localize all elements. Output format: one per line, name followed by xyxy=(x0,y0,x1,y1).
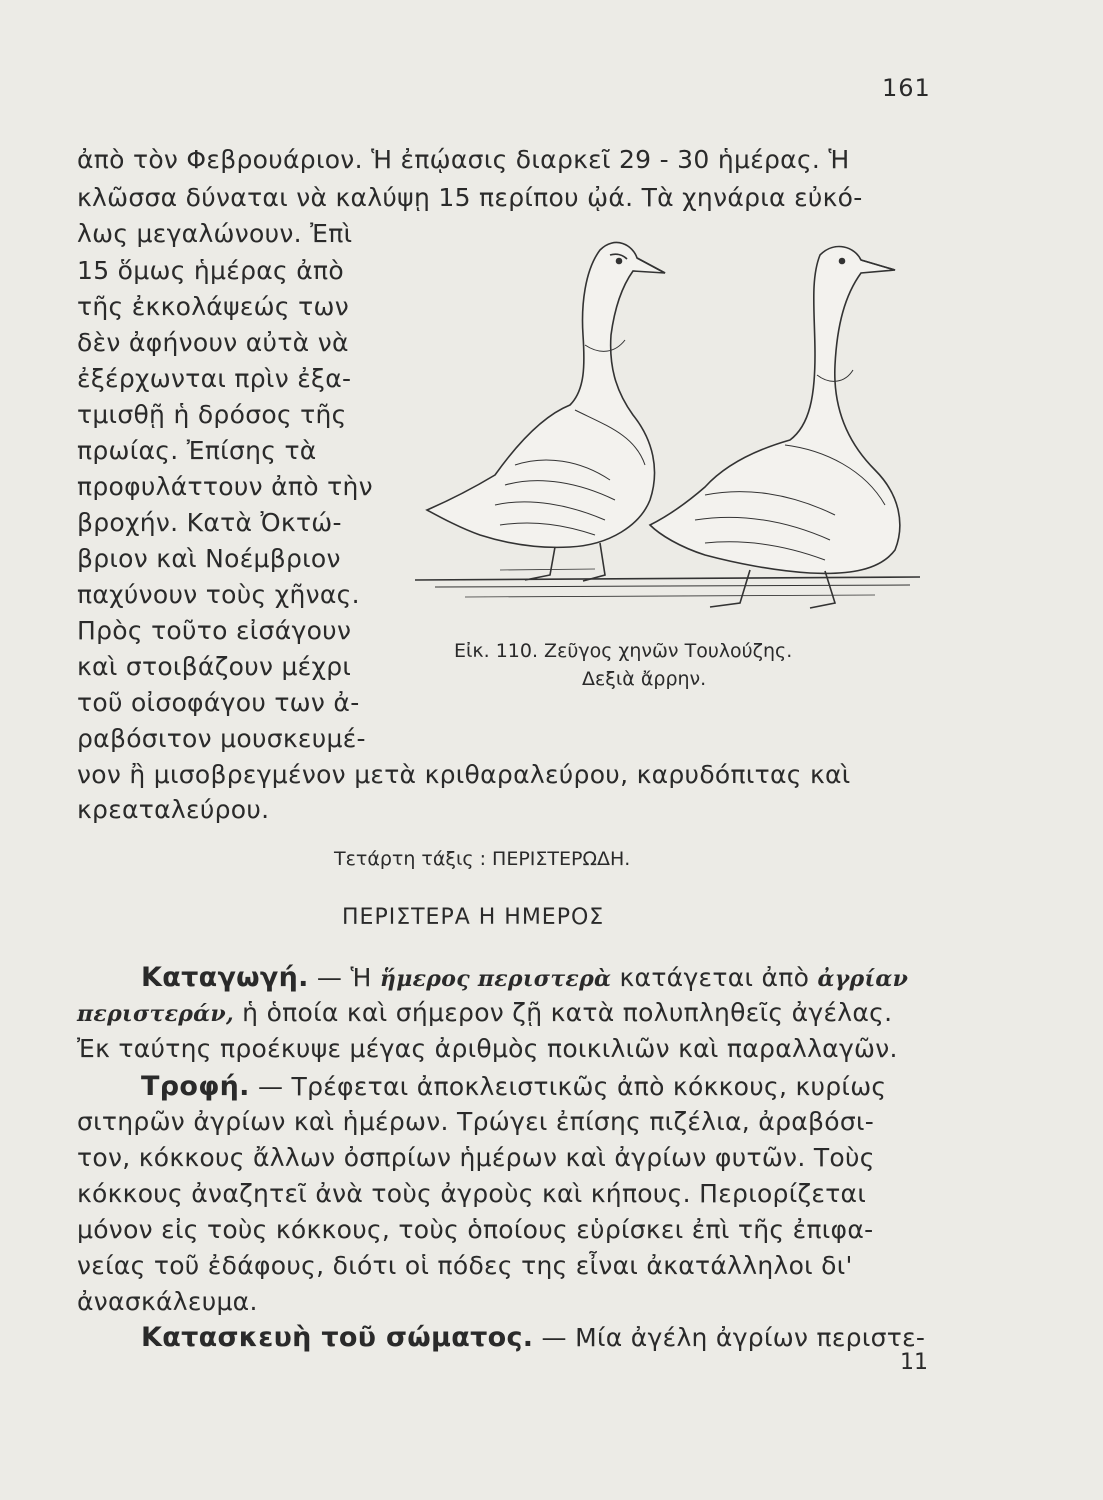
text-line: ἀπὸ τὸν Φεβρουάριον. Ἡ ἐπῴασις διαρκεῖ 29 - 30 ἡμέρας. Ἡ xyxy=(77,145,850,174)
food-line-7: ἀνασκάλευμα. xyxy=(77,1287,258,1316)
origin-rest: ἡ ὁποία καὶ σήμερον ζῇ κατὰ πολυπληθεῖς ἀγέλας. xyxy=(233,998,893,1027)
geese-illustration xyxy=(405,225,930,615)
origin-line-3: Ἐκ ταύτης προέκυψε μέγας ἀριθμὸς ποικιλιῶν καὶ παραλλαγῶν. xyxy=(77,1034,898,1063)
text-line: κλῶσσα δύναται νὰ καλύψῃ 15 περίπου ᾠά. Τὰ χηνάρια εὐκό- xyxy=(77,183,863,212)
text-line: τοῦ οἰσοφάγου των ἀ- xyxy=(77,688,360,717)
food-line-3: τον, κόκκους ἄλλων ὀσπρίων ἡμέρων καὶ ἀγρίων φυτῶν. Τοὺς xyxy=(77,1143,875,1172)
text-line: τῆς ἐκκολάψεώς των xyxy=(77,292,349,321)
text-line: πρωίας. Ἐπίσης τὰ xyxy=(77,436,317,465)
text-line: δὲν ἀφήνουν αὐτὰ νὰ xyxy=(77,328,349,357)
text-line: καὶ στοιβάζουν μέχρι xyxy=(77,652,352,681)
printer-signature: 11 xyxy=(900,1350,928,1375)
left-goose-drawing xyxy=(427,242,665,581)
text-line: ἐξέρχωνται πρὶν ἐξα- xyxy=(77,364,352,393)
origin-line-1 xyxy=(141,962,908,993)
origin-mid: κατάγεται ἀπὸ xyxy=(611,963,818,992)
food-line-4: κόκκους ἀναζητεῖ ἀνὰ τοὺς ἀγροὺς καὶ κήπους. Περιορίζεται xyxy=(77,1179,867,1208)
text-line: παχύνουν τοὺς χῆνας. xyxy=(77,580,360,609)
body-structure-label: Κατασκευὴ τοῦ σώματος. xyxy=(141,1322,534,1353)
ground-line xyxy=(415,577,920,580)
text-line: κρεαταλεύρου. xyxy=(77,795,270,824)
body-structure-line xyxy=(141,1322,925,1353)
origin-italic-3: περιστεράν, xyxy=(77,1001,234,1027)
origin-dash: — Ἡ xyxy=(308,963,380,992)
text-line: βριον καὶ Νοέμβριον xyxy=(77,544,341,573)
body-structure-rest: — Μία ἀγέλη ἀγρίων περιστε- xyxy=(533,1323,926,1352)
food-line-5: μόνον εἰς τοὺς κόκκους, τοὺς ὁποίους εὑρίσκει ἐπὶ τῆς ἐπιφα- xyxy=(77,1215,874,1244)
section-title: ΠΕΡΙΣΤΕΡΑ Η ΗΜΕΡΟΣ xyxy=(342,905,605,930)
origin-italic-2: ἀγρίαν xyxy=(817,966,909,992)
text-line: ραβόσιτον μουσκευμέ- xyxy=(77,724,366,753)
food-line-6: νείας τοῦ ἐδάφους, διότι οἱ πόδες της εἶναι ἀκατάλληλοι δι' xyxy=(77,1251,853,1280)
text-line: λως μεγαλώνουν. Ἐπὶ xyxy=(77,219,353,248)
text-line: νον ἢ μισοβρεγμένον μετὰ κριθαραλεύρου, καρυδόπιτας καὶ xyxy=(77,760,851,789)
origin-line-2 xyxy=(77,998,892,1027)
origin-italic-1: ἥμερος περιστερὰ xyxy=(379,966,612,992)
text-line: βροχήν. Κατὰ Ὀκτώ- xyxy=(77,508,342,537)
food-label: Τροφή. xyxy=(141,1071,250,1102)
text-line: προφυλάττουν ἀπὸ τὴν xyxy=(77,472,373,501)
figure-caption-line-2: Δεξιὰ ἄρρην. xyxy=(582,668,707,690)
figure-caption-line-1: Εἰκ. 110. Ζεῦγος χηνῶν Τουλούζης. xyxy=(454,640,793,662)
text-line: 15 ὅμως ἡμέρας ἀπὸ xyxy=(77,256,344,285)
food-line-2: σιτηρῶν ἀγρίων καὶ ἡμέρων. Τρώγει ἐπίσης πιζέλια, ἀραβόσι- xyxy=(77,1107,875,1136)
food-line-1-rest: — Τρέφεται ἀποκλειστικῶς ἀπὸ κόκκους, κυρίως xyxy=(249,1072,887,1101)
food-line-1 xyxy=(141,1071,886,1102)
page-number: 161 xyxy=(882,74,931,102)
text-line: Πρὸς τοῦτο εἰσάγουν xyxy=(77,616,352,645)
origin-label: Καταγωγή. xyxy=(141,962,309,993)
right-goose-drawing xyxy=(650,247,900,608)
text-line: τμισθῇ ἡ δρόσος τῆς xyxy=(77,400,347,429)
order-heading: Τετάρτη τάξις : ΠΕΡΙΣΤΕΡΩΔΗ. xyxy=(334,848,631,870)
